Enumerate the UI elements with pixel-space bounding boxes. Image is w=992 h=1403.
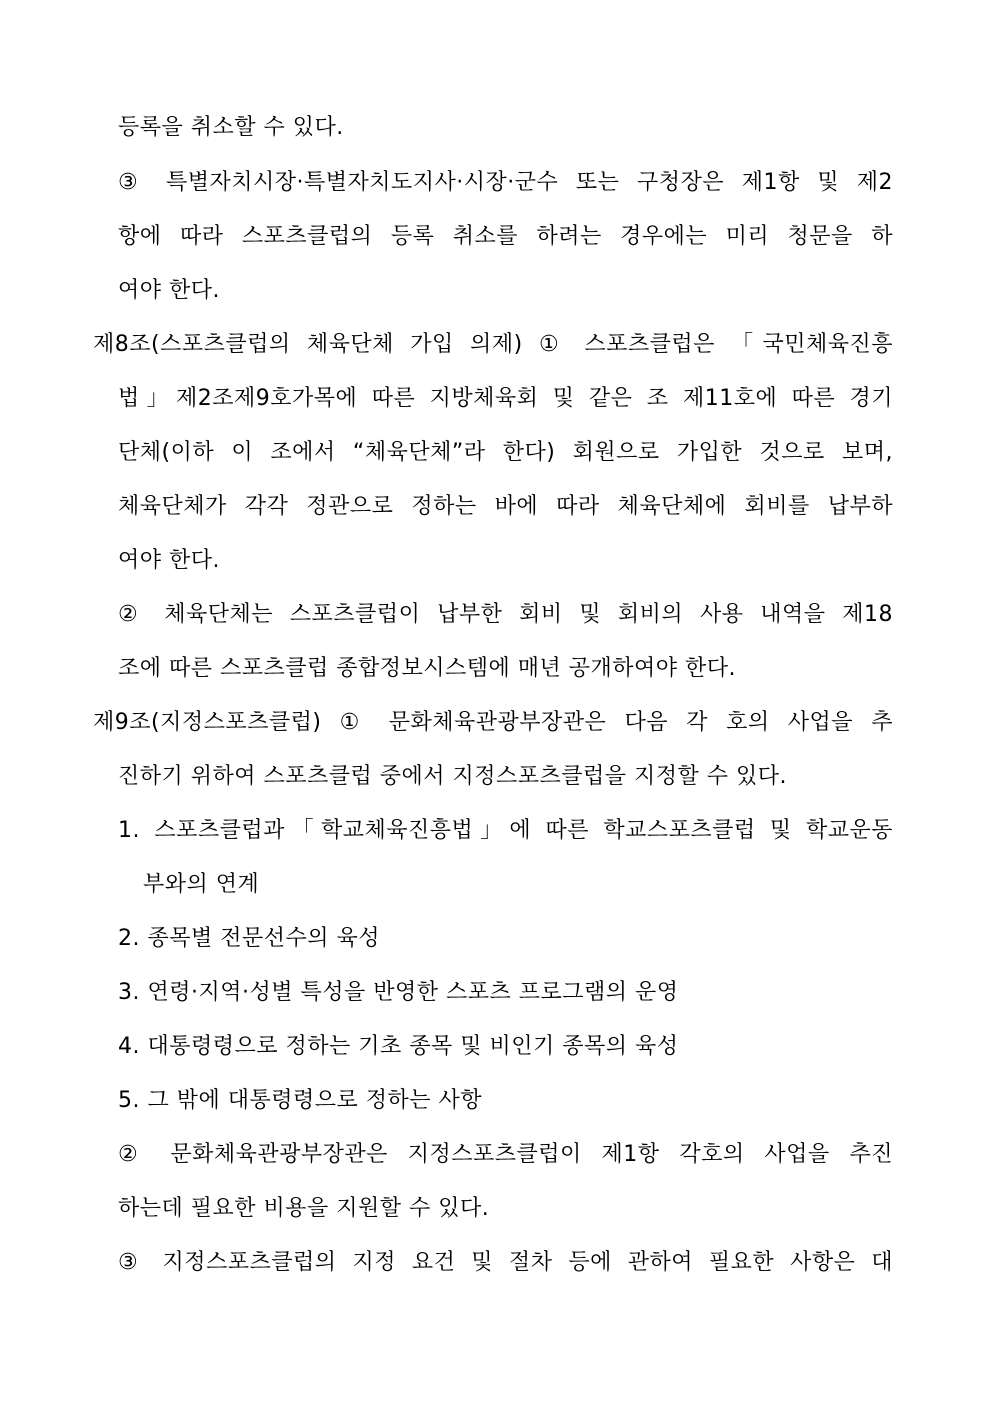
list-item-1: 1. 스포츠클럽과「학교체육진흥법」에 따른 학교스포츠클럽 및 학교운동: [118, 818, 893, 843]
article-9-heading: 제9조(지정스포츠클럽) ① 문화체육관광부장관은 다음 각 호의 사업을 추: [93, 710, 893, 735]
list-item-3: 3. 연령·지역·성별 특성을 반영한 스포츠 프로그램의 운영: [118, 980, 679, 1005]
text-line: 등록을 취소할 수 있다.: [118, 115, 344, 140]
text-line: 체육단체가 각각 정관으로 정하는 바에 따라 체육단체에 회비를 납부하: [118, 494, 893, 519]
list-item-2: 2. 종목별 전문선수의 육성: [118, 926, 380, 951]
article-8-heading: 제8조(스포츠클럽의 체육단체 가입 의제) ① 스포츠클럽은 「국민체육진흥: [93, 332, 893, 357]
list-item-1-continued: 부와의 연계: [143, 872, 260, 897]
text-line: 항에 따라 스포츠클럽의 등록 취소를 하려는 경우에는 미리 청문을 하: [118, 224, 893, 249]
text-line: 법」제2조제9호가목에 따른 지방체육회 및 같은 조 제11호에 따른 경기: [118, 386, 893, 411]
text-line: 여야 한다.: [118, 548, 220, 573]
paragraph-3-start: ③ 지정스포츠클럽의 지정 요건 및 절차 등에 관하여 필요한 사항은 대: [118, 1250, 893, 1275]
text-line: 진하기 위하여 스포츠클럽 중에서 지정스포츠클럽을 지정할 수 있다.: [118, 764, 788, 789]
text-line: 여야 한다.: [118, 278, 220, 303]
text-line: 하는데 필요한 비용을 지원할 수 있다.: [118, 1196, 490, 1221]
list-item-5: 5. 그 밖에 대통령령으로 정하는 사항: [118, 1088, 482, 1113]
paragraph-2-start: ② 문화체육관광부장관은 지정스포츠클럽이 제1항 각호의 사업을 추진: [118, 1142, 893, 1167]
paragraph-3-start: ③ 특별자치시장·특별자치도지사·시장·군수 또는 구청장은 제1항 및 제2: [118, 170, 893, 195]
paragraph-2-start: ② 체육단체는 스포츠클럽이 납부한 회비 및 회비의 사용 내역을 제18: [118, 602, 893, 627]
list-item-4: 4. 대통령령으로 정하는 기초 종목 및 비인기 종목의 육성: [118, 1034, 679, 1059]
text-line: 단체(이하 이 조에서 “체육단체”라 한다) 회원으로 가입한 것으로 보며,: [118, 440, 893, 465]
text-line: 조에 따른 스포츠클럽 종합정보시스템에 매년 공개하여야 한다.: [118, 656, 737, 681]
